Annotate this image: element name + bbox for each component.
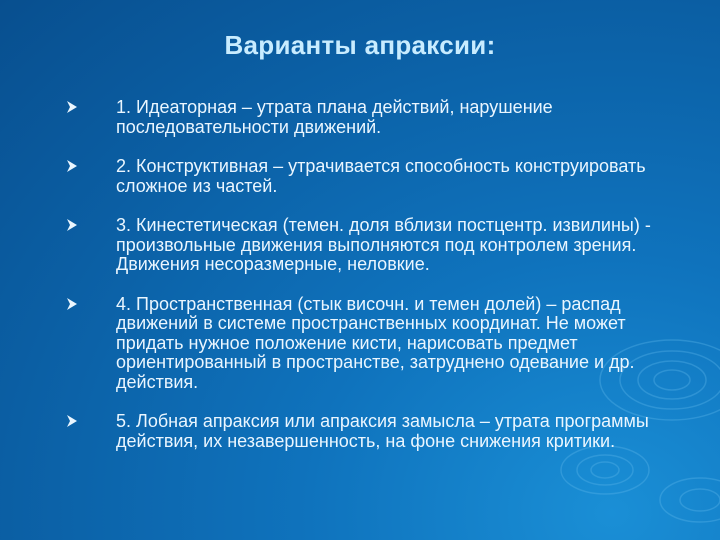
- bullet-text: 2. Конструктивная – утрачивается способность конструировать сложное из частей.: [116, 156, 646, 196]
- bullet-text: 1. Идеаторная – утрата плана действий, нарушение последовательности движений.: [116, 97, 553, 137]
- bullet-text: 3. Кинестетическая (темен. доля вблизи постцентр. извилины) - произвольные движения выполняются под контролем зрения. Движения несоразмерные, неловкие.: [116, 215, 651, 274]
- bullet-item-4: [66, 295, 666, 393]
- bullet-item-2: [66, 157, 666, 196]
- bullet-list: [66, 98, 666, 471]
- arrowhead-bullet-icon: [66, 414, 78, 428]
- arrowhead-bullet-icon: [66, 159, 78, 173]
- bullet-item-1: [66, 98, 666, 137]
- bullet-text: 5. Лобная апраксия или апраксия замысла – утрата программы действия, их незавершенность, на фоне снижения критики.: [116, 411, 649, 451]
- bullet-item-5: [66, 412, 666, 451]
- bullet-item-3: [66, 216, 666, 275]
- arrowhead-bullet-icon: [66, 100, 78, 114]
- bullet-text: 4. Пространственная (стык височн. и темен долей) – распад движений в системе пространственных координат. Не может придать нужное положение кисти, нарисовать предмет ориентированный в пространстве, затруднено одевание и др. действия.: [116, 293, 635, 392]
- arrowhead-bullet-icon: [66, 218, 78, 232]
- slide-title: Варианты апраксии:: [224, 30, 496, 60]
- arrowhead-bullet-icon: [66, 297, 78, 311]
